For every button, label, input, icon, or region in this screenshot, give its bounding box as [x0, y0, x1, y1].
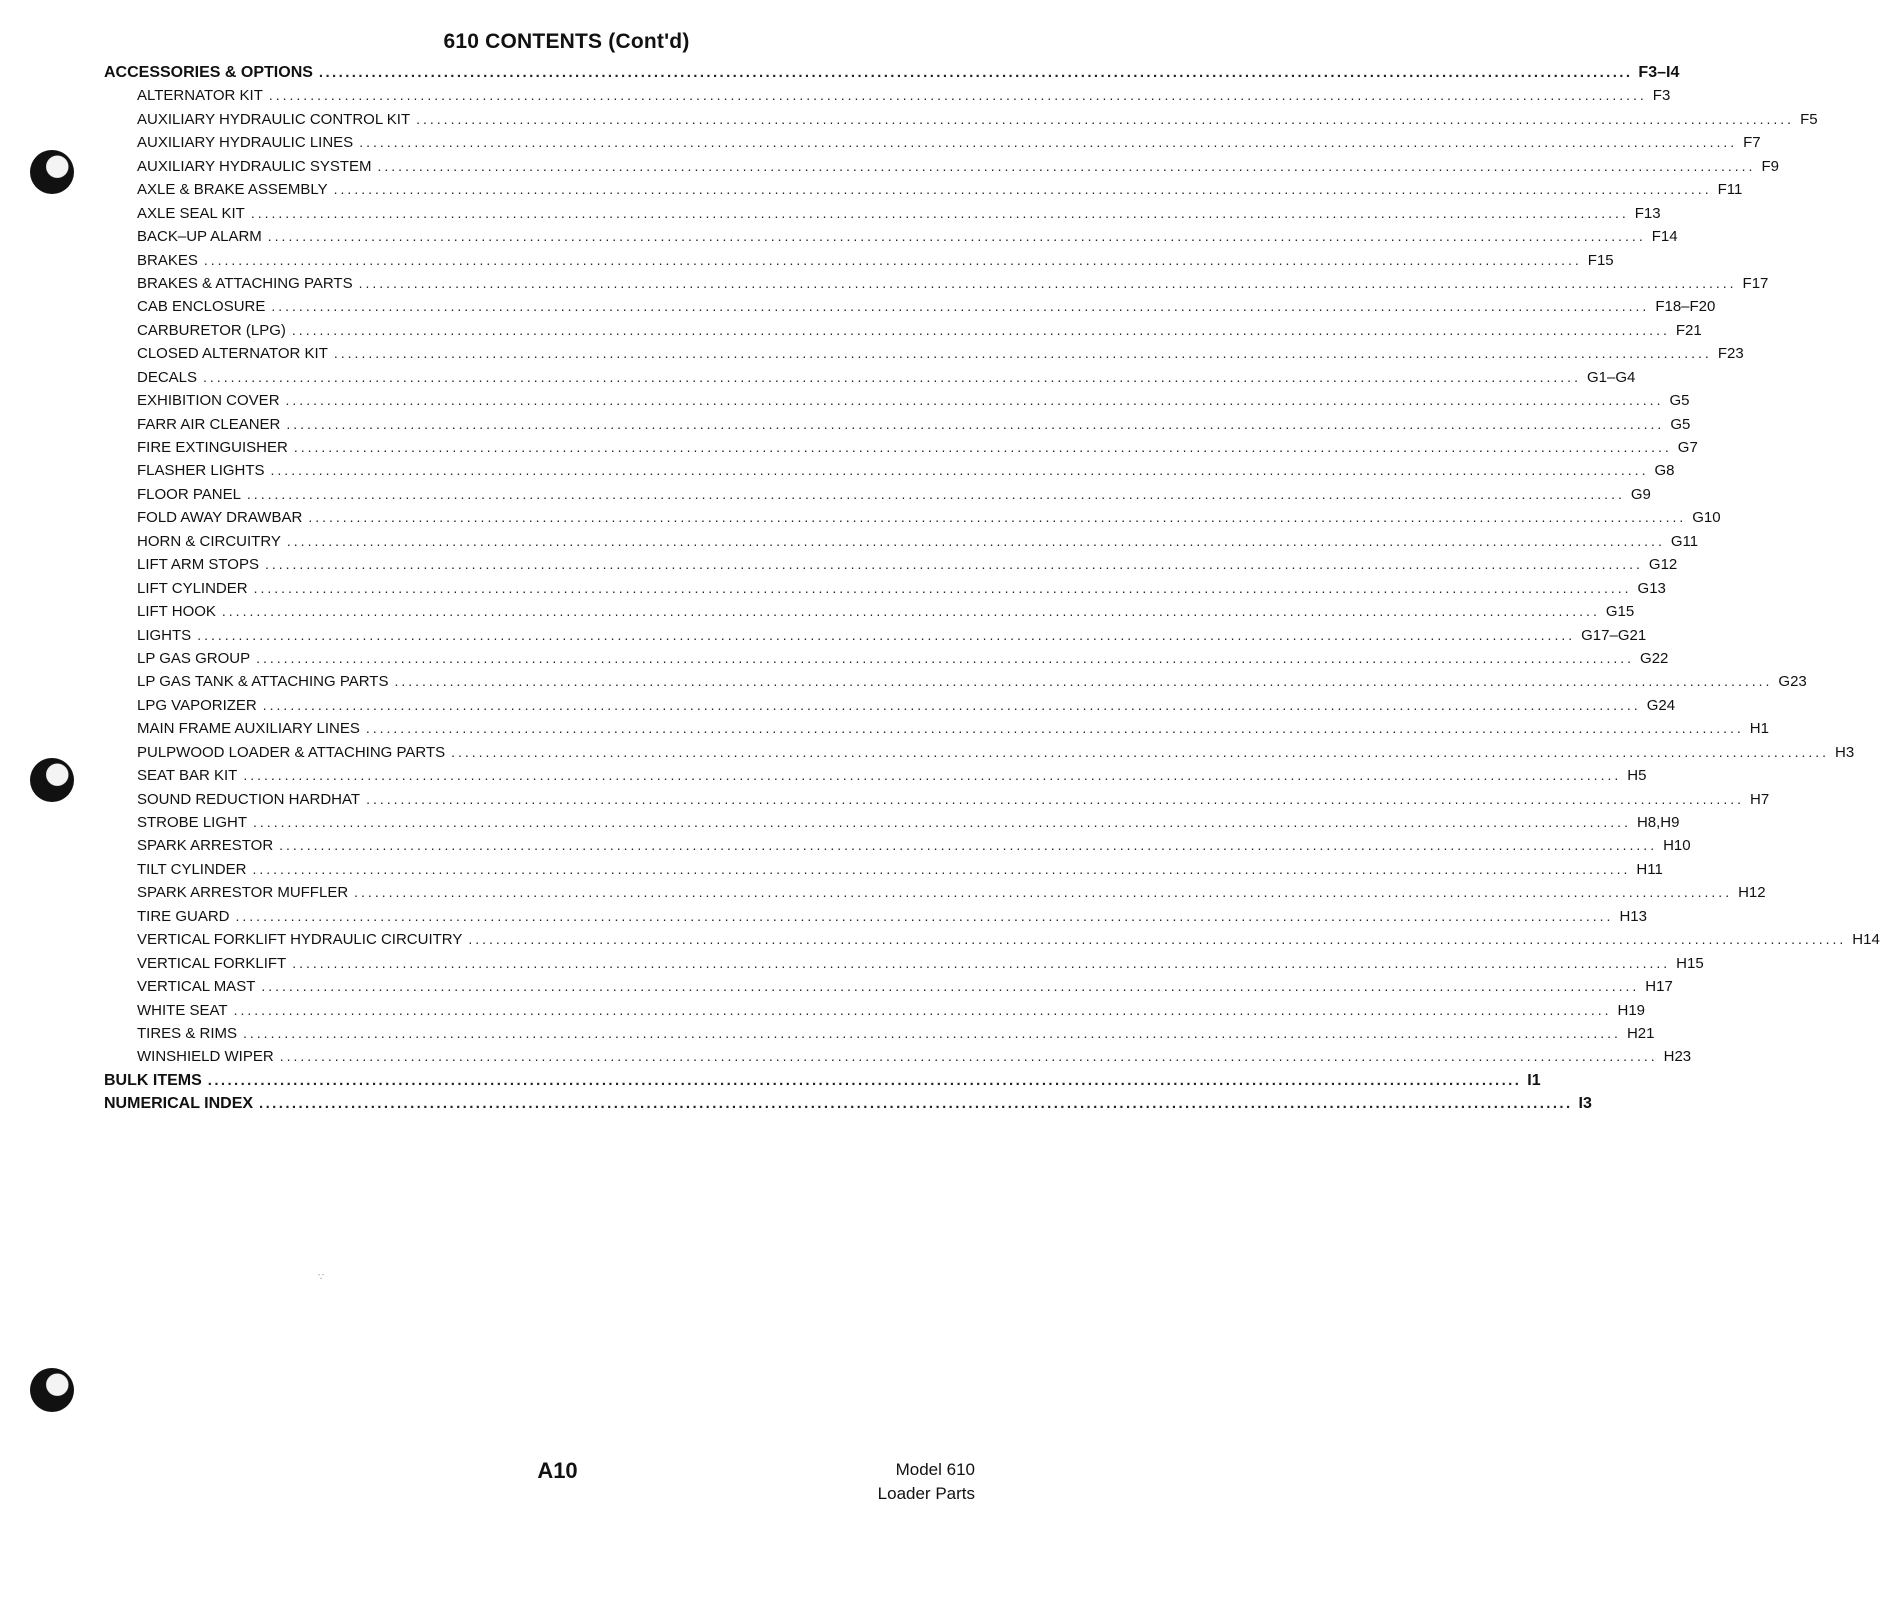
toc-entry-row: [104, 603, 1635, 626]
toc-entry-row: [104, 696, 1676, 720]
toc-entry-row: [104, 392, 1690, 415]
toc-entry-row: [104, 509, 1721, 532]
toc-entry-label: LIFT CYLINDER: [137, 579, 248, 597]
dot-leader: ........................................................................................................................................................................................................: [359, 134, 1738, 151]
toc-entry-row: [104, 860, 1663, 884]
toc-entry-label: DECALS: [137, 368, 198, 386]
toc-page-ref: G10: [1692, 509, 1721, 527]
toc-entry-label: TILT CYLINDER: [137, 860, 247, 878]
toc-page-ref: G24: [1646, 696, 1676, 714]
toc-page-ref: H14: [1852, 931, 1880, 949]
toc-entry-label: WINSHIELD WIPER: [137, 1048, 274, 1066]
toc-entry-row: [104, 228, 1678, 251]
toc-entry-label: LIFT ARM STOPS: [137, 556, 259, 574]
dot-leader: ........................................................................................................................................................................................................: [333, 345, 1712, 362]
dot-leader: ........................................................................................................................................................................................................: [318, 64, 1633, 81]
model-label: [878, 1458, 975, 1506]
dot-leader: ........................................................................................................................................................................................................: [235, 907, 1614, 924]
toc-entry-row: [104, 790, 1770, 814]
toc-entry-row: [104, 368, 1636, 392]
dot-leader: ........................................................................................................................................................................................................: [333, 181, 1712, 198]
dot-leader: ........................................................................................................................................................................................................: [203, 251, 1582, 268]
toc-page-ref: G1–G4: [1586, 368, 1636, 386]
toc-page-ref: I3: [1578, 1095, 1592, 1113]
toc-entry-row: [104, 978, 1673, 1001]
toc-entry-label: AXLE SEAL KIT: [137, 204, 245, 222]
toc-entry-label: BULK ITEMS: [104, 1071, 202, 1089]
toc-entry-label: FARR AIR CLEANER: [137, 415, 281, 433]
dot-leader: ........................................................................................................................................................................................................: [264, 556, 1643, 573]
toc-page-ref: G15: [1605, 603, 1635, 621]
toc-page-ref: F5: [1800, 110, 1818, 128]
dot-leader: ........................................................................................................................................................................................................: [261, 978, 1640, 995]
toc-entry-label: MAIN FRAME AUXILIARY LINES: [137, 720, 360, 738]
toc-entry-row: [104, 907, 1647, 931]
toc-page-ref: F3: [1652, 87, 1671, 105]
dot-leader: ........................................................................................................................................................................................................: [268, 87, 1647, 104]
toc-page-ref: F23: [1717, 345, 1744, 363]
toc-entry-row: [104, 321, 1702, 345]
toc-page-ref: F11: [1717, 181, 1743, 199]
toc-entry-label: TIRES & RIMS: [137, 1024, 238, 1042]
toc-entry-row: [104, 485, 1651, 509]
toc-entry-label: AUXILIARY HYDRAULIC SYSTEM: [137, 157, 372, 175]
dot-leader: ........................................................................................................................................................................................................: [252, 860, 1631, 877]
dot-leader: ........................................................................................................................................................................................................: [250, 204, 1629, 221]
toc-entry-label: LIGHTS: [137, 626, 192, 644]
toc-page-ref: H15: [1676, 954, 1704, 972]
toc-entry-row: [104, 814, 1680, 837]
toc-entry-label: BRAKES & ATTACHING PARTS: [137, 274, 353, 292]
dot-leader: ........................................................................................................................................................................................................: [267, 228, 1646, 245]
dot-leader: ........................................................................................................................................................................................................: [416, 110, 1795, 127]
toc-page-ref: G5: [1670, 415, 1691, 433]
toc-entry-label: SEAT BAR KIT: [137, 767, 238, 785]
dot-leader: ........................................................................................................................................................................................................: [279, 837, 1658, 854]
toc-entry-label: ALTERNATOR KIT: [137, 87, 263, 105]
toc-entry-label: FLOOR PANEL: [137, 485, 241, 503]
toc-page-ref: H5: [1627, 767, 1647, 785]
toc-page-ref: G12: [1648, 556, 1678, 574]
toc-page-ref: H13: [1619, 907, 1647, 925]
toc-page-ref: H19: [1617, 1001, 1646, 1019]
page-number: A10: [537, 1458, 578, 1483]
toc-entry-label: CLOSED ALTERNATOR KIT: [137, 345, 328, 363]
toc-entry-label: SOUND REDUCTION HARDHAT: [137, 790, 361, 808]
binder-hole-icon: [30, 758, 74, 802]
toc-page-ref: H12: [1738, 884, 1766, 902]
dot-leader: ........................................................................................................................................................................................................: [286, 532, 1665, 549]
toc-page-ref: H8,H9: [1636, 814, 1680, 831]
toc-entry-label: TIRE GUARD: [137, 907, 230, 925]
toc-entry-row: [104, 415, 1691, 439]
toc-entry-label: HORN & CIRCUITRY: [137, 532, 281, 550]
dot-leader: ........................................................................................................................................................................................................: [279, 1048, 1658, 1065]
toc-entry-label: PULPWOOD LOADER & ATTACHING PARTS: [137, 743, 446, 761]
toc-entry-label: LP GAS TANK & ATTACHING PARTS: [137, 673, 389, 691]
toc-entry-label: LP GAS GROUP: [137, 649, 251, 667]
dot-leader: ........................................................................................................................................................................................................: [292, 954, 1671, 971]
toc-page-ref: F7: [1743, 134, 1761, 152]
model-line: Model 610: [895, 1460, 975, 1479]
toc-page-ref: H21: [1626, 1024, 1655, 1042]
toc-entry-row: [104, 931, 1880, 954]
toc-entry-label: CAB ENCLOSURE: [137, 298, 266, 316]
toc-page-ref: F18–F20: [1655, 298, 1716, 316]
toc-page-ref: G7: [1677, 439, 1698, 456]
toc-page-ref: I1: [1527, 1071, 1541, 1089]
dot-leader: ........................................................................................................................................................................................................: [246, 485, 1625, 502]
toc-entry-label: AUXILIARY HYDRAULIC LINES: [137, 134, 354, 152]
toc-page-ref: G13: [1637, 579, 1666, 597]
toc-entry-label: STROBE LIGHT: [137, 814, 248, 831]
dot-leader: ........................................................................................................................................................................................................: [468, 931, 1847, 948]
toc-entry-row: [104, 204, 1661, 228]
toc-page-ref: G11: [1670, 532, 1699, 550]
toc-entry-row: [104, 767, 1647, 790]
toc-page-ref: H7: [1750, 790, 1770, 808]
dot-leader: ........................................................................................................................................................................................................: [377, 157, 1756, 174]
toc-entry-row: [104, 251, 1614, 275]
toc-entry-row: [104, 1048, 1692, 1071]
toc-page-ref: G22: [1640, 649, 1669, 667]
table-of-contents: [104, 64, 1880, 1119]
toc-entry-label: BRAKES: [137, 251, 198, 269]
toc-entry-row: [104, 439, 1698, 462]
scan-speck: ∵: [318, 1272, 325, 1283]
toc-entry-row: [104, 743, 1855, 767]
toc-entry-label: AXLE & BRAKE ASSEMBLY: [137, 181, 328, 199]
dot-leader: ........................................................................................................................................................................................................: [233, 1001, 1612, 1018]
dot-leader: ........................................................................................................................................................................................................: [286, 415, 1665, 432]
dot-leader: ........................................................................................................................................................................................................: [243, 767, 1622, 784]
toc-entry-label: FIRE EXTINGUISHER: [137, 439, 288, 456]
toc-entry-row: [104, 579, 1666, 603]
toc-entry-row: [104, 1001, 1646, 1025]
toc-entry-label: VERTICAL MAST: [137, 978, 256, 996]
toc-entry-row: [104, 720, 1769, 743]
toc-entry-row: [104, 134, 1761, 157]
dot-leader: ........................................................................................................................................................................................................: [203, 368, 1581, 385]
toc-page-ref: F3–I4: [1638, 64, 1680, 81]
dot-leader: ........................................................................................................................................................................................................: [197, 626, 1576, 643]
toc-entry-row: [104, 649, 1669, 673]
toc-entry-row: [104, 87, 1671, 110]
toc-entry-label: ACCESSORIES & OPTIONS: [104, 64, 313, 81]
dot-leader: ........................................................................................................................................................................................................: [308, 509, 1687, 526]
toc-entry-label: BACK–UP ALARM: [137, 228, 262, 246]
toc-section-row: [104, 1071, 1541, 1095]
toc-entry-row: [104, 345, 1744, 368]
toc-page-ref: F21: [1675, 321, 1702, 339]
model-subtitle: Loader Parts: [877, 1484, 975, 1503]
toc-page-ref: F15: [1587, 251, 1614, 269]
toc-page-ref: H1: [1749, 720, 1769, 738]
toc-page-ref: H23: [1663, 1048, 1692, 1066]
dot-leader: ........................................................................................................................................................................................................: [259, 1095, 1573, 1113]
toc-page-ref: H3: [1835, 743, 1855, 761]
dot-leader: ........................................................................................................................................................................................................: [270, 462, 1649, 479]
toc-entry-label: CARBURETOR (LPG): [137, 321, 286, 339]
toc-entry-label: AUXILIARY HYDRAULIC CONTROL KIT: [137, 110, 411, 128]
toc-entry-label: LPG VAPORIZER: [137, 696, 257, 714]
toc-entry-row: [104, 837, 1691, 860]
dot-leader: ........................................................................................................................................................................................................: [365, 720, 1744, 737]
dot-leader: ........................................................................................................................................................................................................: [285, 392, 1664, 409]
toc-entry-label: WHITE SEAT: [137, 1001, 228, 1019]
toc-entry-row: [104, 556, 1678, 579]
toc-entry-row: [104, 673, 1807, 696]
toc-section-row: [104, 1095, 1592, 1118]
toc-page-ref: H11: [1636, 860, 1663, 878]
dot-leader: ........................................................................................................................................................................................................: [291, 321, 1670, 338]
page-title: 610 CONTENTS (Cont'd): [443, 30, 690, 53]
dot-leader: ........................................................................................................................................................................................................: [354, 884, 1733, 901]
toc-page-ref: G23: [1778, 673, 1807, 691]
toc-entry-label: LIFT HOOK: [137, 603, 216, 621]
binder-hole-icon: [30, 150, 74, 194]
toc-entry-label: SPARK ARRESTOR MUFFLER: [137, 884, 349, 902]
toc-entry-row: [104, 181, 1743, 204]
dot-leader: ........................................................................................................................................................................................................: [253, 579, 1632, 596]
dot-leader: ........................................................................................................................................................................................................: [262, 696, 1641, 713]
toc-entry-row: [104, 462, 1675, 485]
toc-entry-label: NUMERICAL INDEX: [104, 1095, 254, 1113]
toc-entry-label: VERTICAL FORKLIFT: [137, 954, 287, 972]
toc-entry-label: FOLD AWAY DRAWBAR: [137, 509, 303, 527]
toc-entry-row: [104, 298, 1716, 321]
toc-page-ref: G8: [1654, 462, 1675, 480]
dot-leader: ........................................................................................................................................................................................................: [207, 1071, 1522, 1089]
toc-entry-row: [104, 1024, 1655, 1048]
dot-leader: ........................................................................................................................................................................................................: [394, 673, 1773, 690]
toc-page-ref: G17–G21: [1581, 626, 1647, 644]
toc-entry-label: VERTICAL FORKLIFT HYDRAULIC CIRCUITRY: [137, 931, 463, 949]
dot-leader: ........................................................................................................................................................................................................: [293, 439, 1672, 455]
toc-entry-row: [104, 884, 1766, 907]
dot-leader: ........................................................................................................................................................................................................: [271, 298, 1650, 315]
binder-hole-icon: [30, 1368, 74, 1412]
toc-entry-row: [104, 110, 1818, 134]
toc-page-ref: F13: [1634, 204, 1661, 222]
dot-leader: ........................................................................................................................................................................................................: [256, 649, 1635, 666]
toc-entry-row: [104, 274, 1769, 298]
toc-page-ref: H10: [1663, 837, 1691, 855]
dot-leader: ........................................................................................................................................................................................................: [451, 743, 1830, 760]
dot-leader: ........................................................................................................................................................................................................: [243, 1024, 1621, 1041]
dot-leader: ........................................................................................................................................................................................................: [221, 603, 1600, 620]
toc-entry-row: [104, 532, 1699, 556]
toc-entry-label: FLASHER LIGHTS: [137, 462, 265, 480]
toc-page-ref: H17: [1645, 978, 1673, 996]
toc-entry-row: [104, 626, 1647, 650]
toc-page-ref: G5: [1669, 392, 1690, 410]
toc-section-row: [104, 64, 1680, 87]
toc-page-ref: F9: [1761, 157, 1779, 175]
dot-leader: ........................................................................................................................................................................................................: [366, 790, 1744, 807]
toc-page-ref: G9: [1630, 485, 1651, 503]
toc-entry-label: EXHIBITION COVER: [137, 392, 280, 410]
toc-entry-label: SPARK ARRESTOR: [137, 837, 274, 855]
toc-page-ref: F14: [1651, 228, 1678, 246]
toc-entry-row: [104, 954, 1704, 978]
toc-page-ref: F17: [1742, 274, 1769, 292]
dot-leader: ........................................................................................................................................................................................................: [358, 274, 1737, 291]
toc-entry-row: [104, 157, 1779, 181]
dot-leader: ........................................................................................................................................................................................................: [253, 814, 1631, 830]
